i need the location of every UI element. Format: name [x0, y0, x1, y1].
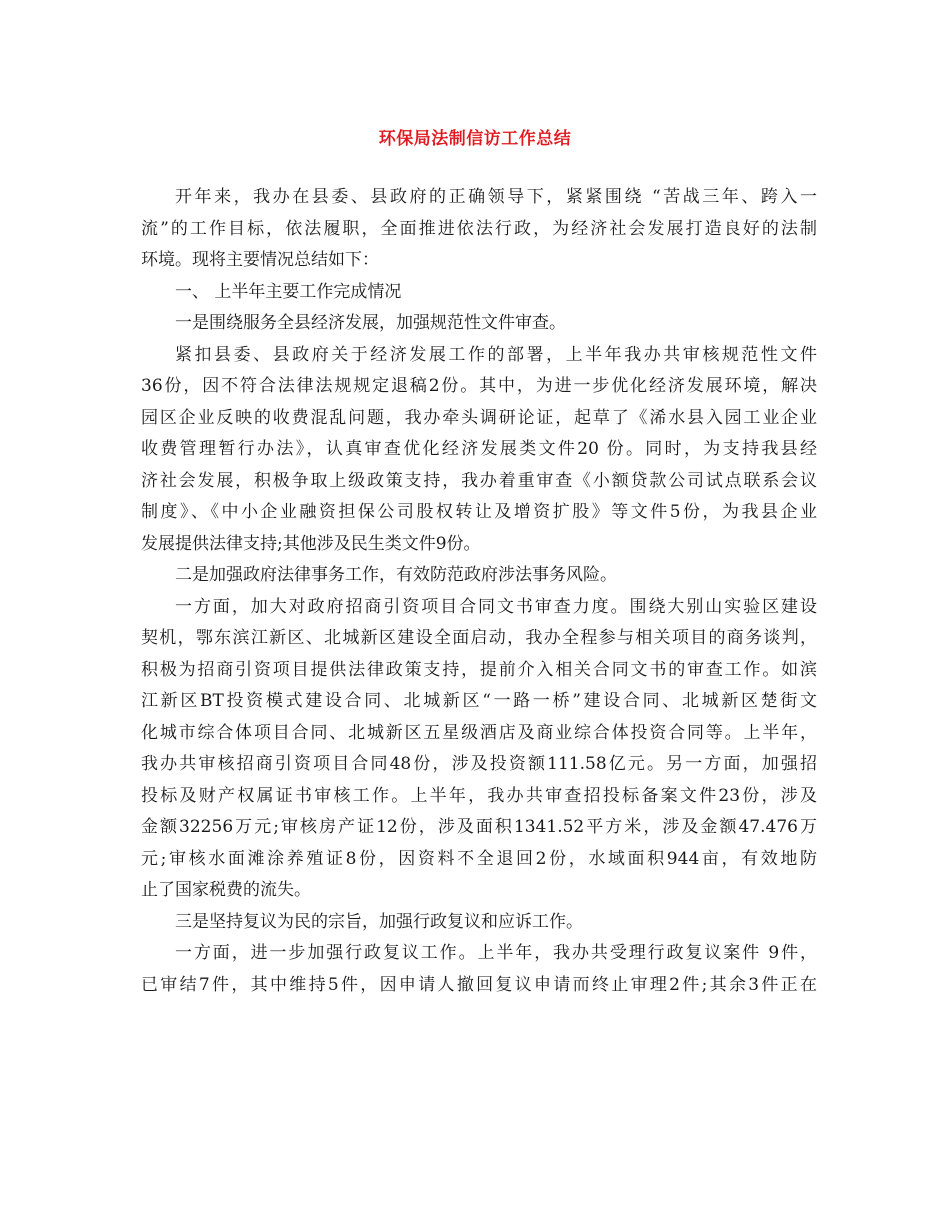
body-line: 制度》、《中小企业融资担保公司股权转让及增资扩股》等文件5份，为我县企业: [141, 502, 817, 522]
subsection-heading: 一是围绕服务全县经济发展，加强规范性文件审查。: [175, 313, 566, 333]
body-line: 金额32256万元;审核房产证12份，涉及面积1341.52平方米，涉及金额47.476万: [141, 817, 817, 837]
body-line: 收费管理暂行办法》，认真审查优化经济发展类文件20 份。同时，为支持我县经: [141, 439, 817, 459]
body-line: 流”的工作目标，依法履职，全面推进依法行政，为经济社会发展打造良好的法制: [141, 218, 817, 239]
section-heading: 一、 上半年主要工作完成情况: [175, 281, 402, 302]
body-line: 江新区BT投资模式建设合同、北城新区“一路一桥”建设合同、北城新区楚街文: [141, 691, 817, 711]
body-line: 一方面，进一步加强行政复议工作。上半年，我办共受理行政复议案件 9件，: [175, 943, 817, 963]
body-line: 元;审核水面滩涂养殖证8份，因资料不全退回2份，水域面积944亩，有效地防: [141, 848, 817, 869]
body-line: 一方面，加大对政府招商引资项目合同文书审查力度。围绕大别山实验区建设: [175, 596, 817, 617]
body-line: 发展提供法律支持;其他涉及民生类文件9份。: [141, 533, 481, 554]
body-line: 我办共审核招商引资项目合同48份，涉及投资额111.58亿元。另一方面，加强招: [141, 754, 817, 774]
subsection-heading: 三是坚持复议为民的宗旨，加强行政复议和应诉工作。: [175, 911, 583, 932]
body-line: 止了国家税费的流失。: [141, 880, 311, 900]
body-line: 化城市综合体项目合同、北城新区五星级酒店及商业综合体投资合同等。上半年，: [141, 722, 817, 743]
body-line: 环境。现将主要情况总结如下：: [141, 250, 379, 270]
subsection-heading: 二是加强政府法律事务工作，有效防范政府涉法事务风险。: [175, 565, 617, 585]
body-line: 36份，因不符合法律法规规定退稿2份。其中，为进一步优化经济发展环境，解决: [141, 376, 817, 396]
body-line: 契机，鄂东滨江新区、北城新区建设全面启动，我办全程参与相关项目的商务谈判，: [141, 628, 817, 648]
body-line: 济社会发展，积极争取上级政策支持，我办着重审查《小额贷款公司试点联系会议: [141, 470, 817, 491]
document-title: 环保局法制信访工作总结: [378, 129, 572, 149]
body-line: 园区企业反映的收费混乱问题，我办牵头调研论证，起草了《浠水县入园工业企业: [141, 407, 817, 428]
body-line: 积极为招商引资项目提供法律政策支持，提前介入相关合同文书的审查工作。如滨: [141, 659, 817, 680]
body-line: 投标及财产权属证书审核工作。上半年，我办共审查招投标备案文件23份，涉及: [141, 785, 817, 806]
body-line: 紧扣县委、县政府关于经济发展工作的部署，上半年我办共审核规范性文件: [175, 344, 817, 365]
body-line: 已审结7件，其中维持5件，因申请人撤回复议申请而终止审理2件;其余3件正在: [141, 974, 817, 995]
body-line: 开年来，我办在县委、县政府的正确领导下，紧紧围绕 “苦战三年、跨入一: [175, 187, 817, 207]
document-body: [141, 182, 817, 1001]
